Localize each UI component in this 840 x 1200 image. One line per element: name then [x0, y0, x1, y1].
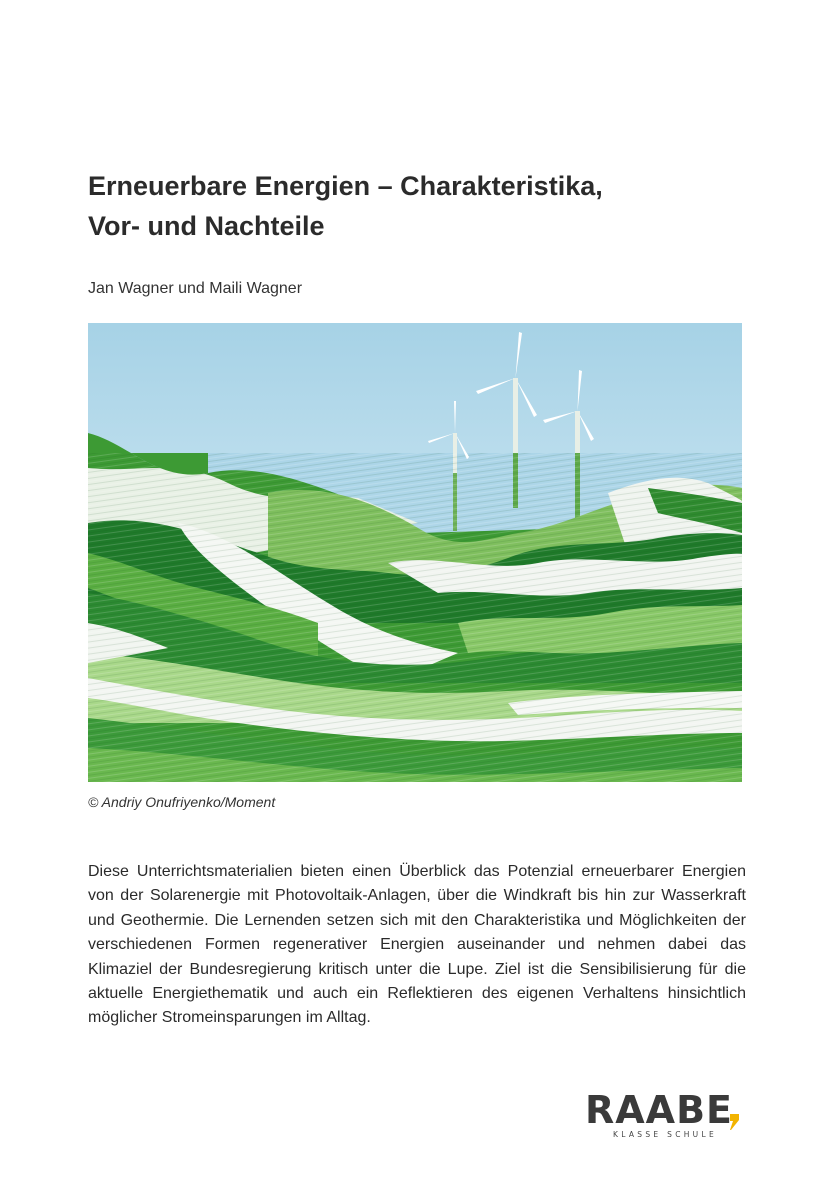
document-title [88, 166, 748, 246]
logo-wordmark: RAABE [585, 1088, 734, 1132]
raabe-logo [585, 1090, 750, 1150]
image-credit: © Andriy Onufriyenko/Moment [88, 794, 276, 810]
logo-tagline: KLASSE SCHULE [613, 1130, 717, 1139]
logo-comma-mark [727, 1096, 741, 1130]
cover-image-wind-turbines-hills [88, 323, 742, 782]
authors: Jan Wagner und Maili Wagner [88, 280, 303, 297]
title-line-1: Erneuerbare Energien – Charakteristika, [88, 171, 603, 201]
abstract-paragraph: Diese Unterrichtsmaterialien bieten einen Überblick das Potenzial erneuerbarer Energien von der Solarenergie mit Photovoltaik-Anlagen, über die Windkraft bis hin zur Wasserkraft und Geothermie. Die Lernenden setzen sich mit den Charakteristika und Möglichkeiten der verschiedenen Formen regenerativer Energien auseinander und nehmen dabei das Klimaziel der Bundesregierung kritisch unter die Lupe. Ziel ist die Sensibilisierung für die aktuelle Energiethematik und auch ein Reflektieren des eigenen Verhaltens hinsichtlich möglicher Stromeinsparungen im Alltag. [88, 863, 746, 1027]
title-line-2: Vor- und Nachteile [88, 211, 325, 241]
